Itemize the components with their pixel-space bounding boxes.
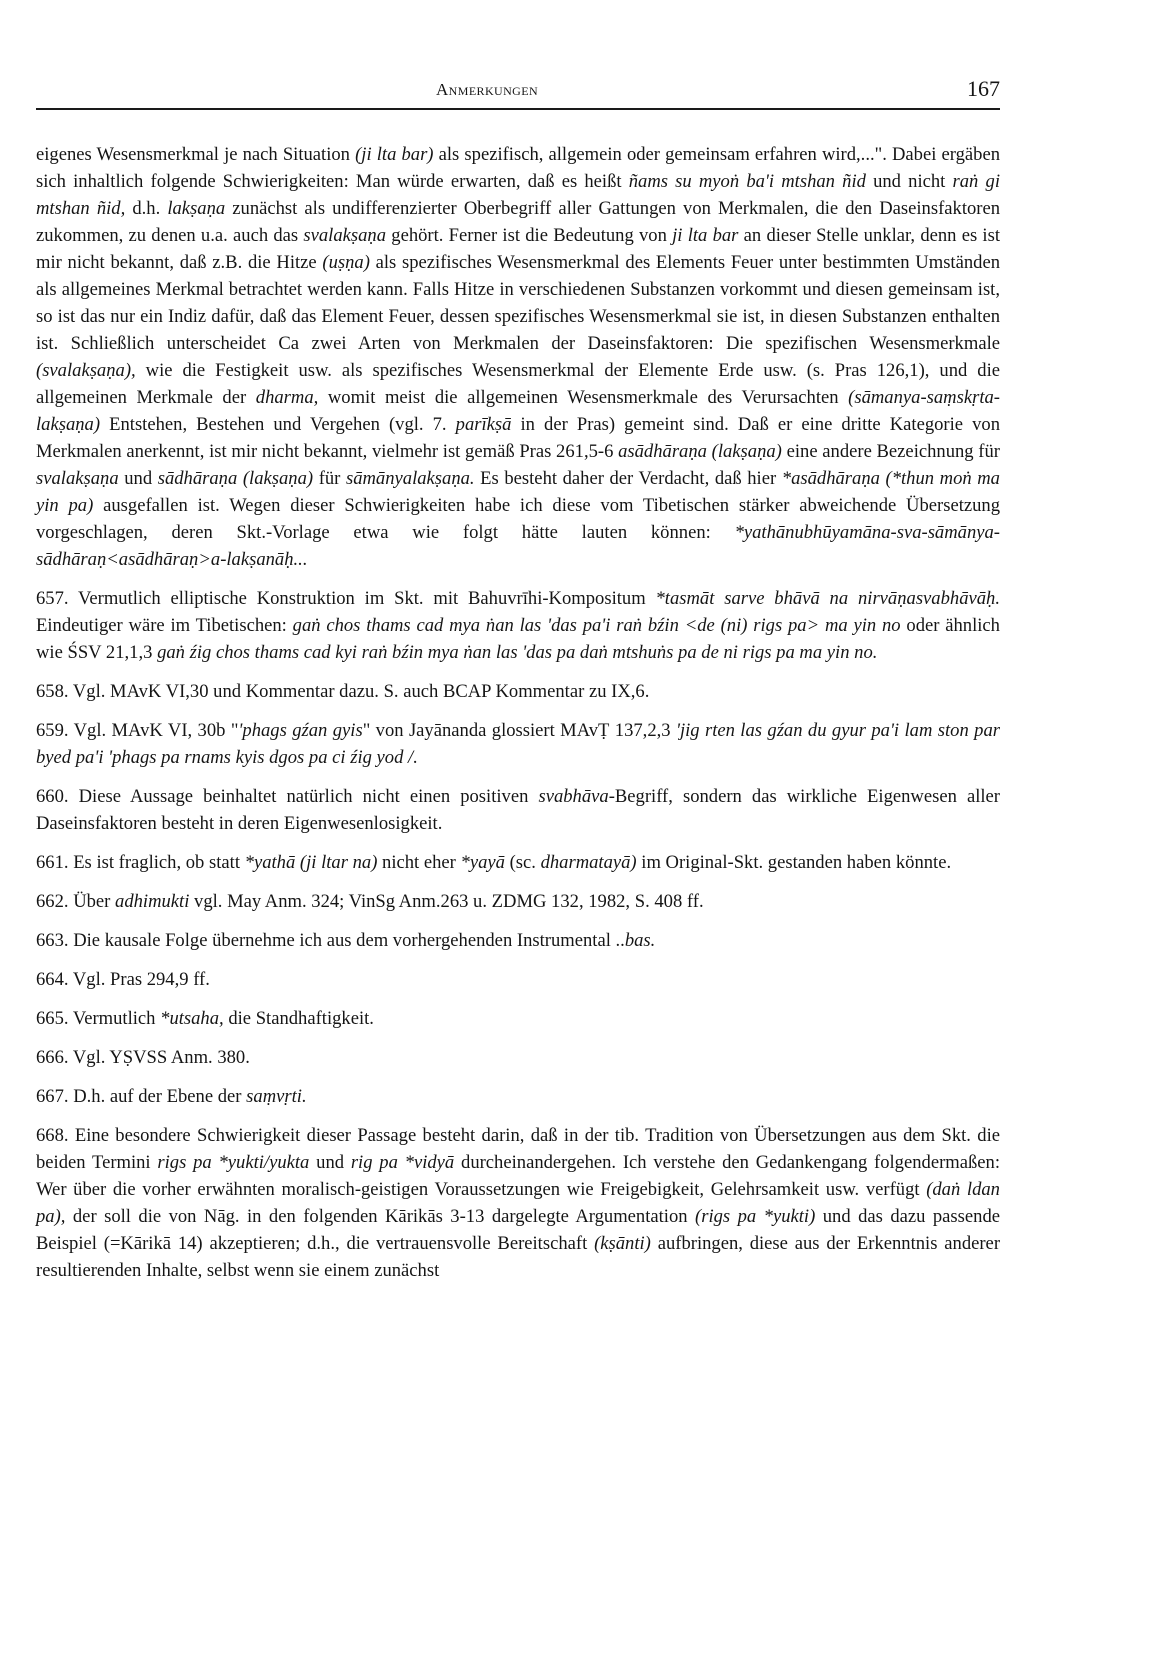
text-run: eine andere Bezeichnung für [781, 441, 1000, 462]
italic-term: (ji lta bar) [355, 144, 434, 165]
footnote-667 [36, 1083, 1000, 1110]
footnote-number: 657. [36, 588, 69, 609]
text-run: Vermutlich elliptische Konstruktion im Skt. mit Bahuvrīhi-Kompositum [68, 588, 656, 609]
text-run: im Original-Skt. gestanden haben könnte. [636, 852, 952, 873]
italic-term: (uṣṇa) [322, 252, 370, 273]
text-run: " von Jayānanda glossiert MAvṬ 137,2,3 [362, 720, 676, 741]
italic-term: 'phags gźan gyis [238, 720, 363, 741]
text-run: zunächst als undifferenzierter Oberbegriff aller Gattungen von Merkmalen, die den Daseinsfaktoren zukommen, zu denen u.a. auch das [36, 198, 1001, 246]
italic-term: parīkṣā [455, 414, 512, 435]
italic-term: (kṣānti) [594, 1233, 651, 1254]
italic-term: rigs pa *yukti/yukta [157, 1152, 310, 1173]
footnote-660 [36, 783, 1000, 837]
text-run: Die kausale Folge übernehme ich aus dem vorhergehenden Instrumental .. [68, 930, 625, 951]
footnote-number: 666. [36, 1047, 69, 1068]
footnote-658 [36, 678, 1000, 705]
text-run: Vgl. YṢVSS Anm. 380. [68, 1047, 250, 1068]
italic-term: sādhāraṇa (lakṣaṇa) [157, 468, 314, 489]
footnote-659 [36, 717, 1000, 771]
italic-term: saṃvṛti. [246, 1086, 307, 1107]
text-run: vgl. May Anm. 324; VinSg Anm.263 u. ZDMG 132, 1982, S. 408 ff. [189, 891, 704, 912]
italic-term: (daṅ ldan pa), [36, 1179, 1000, 1227]
continued-paragraph [36, 141, 1000, 573]
footnote-666 [36, 1044, 1000, 1071]
text-run: oder ähnlich wie ŚSV 21,1,3 [36, 615, 1000, 663]
footnote-662 [36, 888, 1000, 915]
text-run: an dieser Stelle unklar, denn es ist mir nicht bekannt, daß z.B. die Hitze [36, 225, 1001, 273]
italic-term: gaṅ chos thams cad mya ṅan las 'das pa'i raṅ bźin <de (ni) rigs pa> ma yin no [292, 615, 901, 636]
italic-term: ñams su myoṅ ba'i mtshan ñid [628, 171, 866, 192]
italic-term: lakṣaṇa [167, 198, 226, 219]
footnote-number: 665. [36, 1008, 69, 1029]
footnote-number: 659. [36, 720, 69, 741]
text-run: durcheinandergehen. Ich verstehe den Gedankengang folgendermaßen: Wer über die vorher erwähnten moralisch-geistigen Voraussetzungen wie Freigebigkeit, Gelehrsamkeit usw. verfügt [36, 1152, 1000, 1200]
page-body [36, 141, 1000, 1284]
text-run: (sc. [504, 852, 541, 873]
footnote-number: 667. [36, 1086, 69, 1107]
text-run: wie die Festigkeit usw. als spezifisches Wesensmerkmal der Elemente Erde usw. (s. Pras 126,1), und die allgemeinen Merkmale der [36, 360, 1000, 408]
italic-term: adhimukti [115, 891, 190, 912]
italic-term: dharma, [255, 387, 319, 408]
text-run: womit meist die allgemeinen Wesensmerkmale des Verursachten [318, 387, 849, 408]
italic-term: gaṅ źig chos thams cad kyi raṅ bźin mya ṅan las 'das pa daṅ mtshuṅs pa de ni rigs pa ma yin no. [157, 642, 878, 663]
footnote-663 [36, 927, 1000, 954]
footnote-number: 660. [36, 786, 69, 807]
text-run: und [118, 468, 158, 489]
text-run: Vgl. MAvK VI, 30b " [68, 720, 239, 741]
footnote-number: 658. [36, 681, 69, 702]
text-run: und das dazu passende Beispiel (=Kārikā 14) akzeptieren; d.h., die vertrauensvolle Bereitschaft [36, 1206, 1000, 1254]
text-run: als spezifisch, allgemein oder gemeinsam erfahren wird,...". Dabei ergäben sich inhaltlich folgende Schwierigkeiten: Man würde erwarten, daß es heißt [36, 144, 1000, 192]
header-title: Anmerkungen [436, 80, 539, 99]
italic-term: *utsaha, [160, 1008, 224, 1029]
text-run: ausgefallen ist. Wegen dieser Schwierigkeiten habe ich diese vom Tibetischen stärker abweichende Übersetzung vorgeschlagen, deren Skt.-Vorlage etwa wie folgt hätte lauten können: [36, 495, 1001, 543]
italic-term: svabhāva [538, 786, 609, 807]
text-run: -Begriff, sondern das wirkliche Eigenwesen aller Daseinsfaktoren besteht in deren Eigenwesenlosigkeit. [36, 786, 1000, 834]
text-run: der soll die von Nāg. in den folgenden Kārikās 3-13 dargelegte Argumentation [65, 1206, 696, 1227]
italic-term: *yayā [460, 852, 505, 873]
text-run: als spezifisches Wesensmerkmal des Elements Feuer unter bestimmten Umständen als allgemeines Merkmal betrachtet werden kann. Falls Hitze in verschiedenen Substanzen vorkommt und diesen gemeinsam ist, so ist das nur ein Indiz dafür, daß das Element Feuer, dessen spezifisches Wesensmerkmal sie ist, in diesen Substanzen enthalten ist. Schließlich unterscheidet Ca zwei Arten von Merkmalen der Daseinsfaktoren: Die spezifischen Wesensmerkmale [36, 252, 1000, 354]
italic-term: (svalakṣaṇa), [36, 360, 136, 381]
text-run: Entstehen, Bestehen und Vergehen (vgl. 7. [100, 414, 456, 435]
italic-term: 'jig rten las gźan du gyur pa'i lam ston par byed pa'i 'phags pa rnams kyis dgos pa ci źig yod /. [36, 720, 1000, 768]
footnote-number: 663. [36, 930, 69, 951]
italic-term: svalakṣaṇa [36, 468, 119, 489]
italic-term: dharmatayā) [540, 852, 637, 873]
page-number: 167 [967, 76, 1000, 101]
text-run: Vermutlich [68, 1008, 161, 1029]
text-run: Vgl. MAvK VI,30 und Kommentar dazu. S. auch BCAP Kommentar zu IX,6. [68, 681, 650, 702]
running-header [36, 72, 1000, 110]
text-run: Vgl. Pras 294,9 ff. [68, 969, 210, 990]
footnote-664 [36, 966, 1000, 993]
text-run: und nicht [865, 171, 953, 192]
italic-term: (sāmanya-saṃskṛta-lakṣaṇa) [36, 387, 1000, 435]
footnote-657 [36, 585, 1000, 666]
text-run: Es ist fraglich, ob statt [68, 852, 245, 873]
italic-term: *yathā (ji ltar na) [244, 852, 378, 873]
italic-term: *tasmāt sarve bhāvā na nirvāṇasvabhāvāḥ. [655, 588, 1000, 609]
footnote-number: 661. [36, 852, 69, 873]
italic-term: svalakṣaṇa [303, 225, 387, 246]
italic-term: bas. [624, 930, 656, 951]
text-run: in der Pras) gemeint sind. Daß er eine dritte Kategorie von Merkmalen anerkennt, ist mir nicht bekannt, vielmehr ist gemäß Pras 261,5-6 [36, 414, 1001, 462]
text-run: die Standhaftigkeit. [223, 1008, 374, 1029]
text-run: d.h. [125, 198, 168, 219]
italic-term: asādhāraṇa (lakṣaṇa) [618, 441, 782, 462]
italic-term: sāmānyalakṣaṇa. [345, 468, 475, 489]
text-run: D.h. auf der Ebene der [68, 1086, 247, 1107]
text-run: Es besteht daher der Verdacht, daß hier [474, 468, 782, 489]
text-run: nicht eher [377, 852, 461, 873]
footnote-661 [36, 849, 1000, 876]
italic-term: *asādhāraṇa (*thun moṅ ma yin pa) [36, 468, 1000, 516]
text-run: für [313, 468, 346, 489]
text-run: aufbringen, diese aus der Erkenntnis anderer resultierenden Inhalte, selbst wenn sie einem zunächst [36, 1233, 1001, 1281]
footnote-number: 664. [36, 969, 69, 990]
text-run: eigenes Wesensmerkmal je nach Situation [36, 144, 356, 165]
italic-term: ji lta bar [672, 225, 739, 246]
notes-list [36, 585, 1000, 1284]
italic-term: (rigs pa *yukti) [695, 1206, 816, 1227]
footnote-number: 668. [36, 1125, 69, 1146]
text-run: Eindeutiger wäre im Tibetischen: [36, 615, 293, 636]
footnote-665 [36, 1005, 1000, 1032]
text-run: Über [68, 891, 116, 912]
text-run: und [309, 1152, 351, 1173]
text-run: gehört. Ferner ist die Bedeutung von [386, 225, 673, 246]
text-run: Eine besondere Schwierigkeit dieser Passage besteht darin, daß in der tib. Tradition von Übersetzungen aus dem Skt. die beiden Termini [36, 1125, 1000, 1173]
italic-term: raṅ gi mtshan ñid, [36, 171, 1000, 219]
footnote-number: 662. [36, 891, 69, 912]
italic-term: *yathānubhūyamāna-sva-sāmānya-sādhāraṇ<asādhāraṇ>a-lakṣanāḥ... [36, 522, 1000, 570]
italic-term: rig pa *vidyā [350, 1152, 455, 1173]
footnote-668 [36, 1122, 1000, 1284]
text-run: Diese Aussage beinhaltet natürlich nicht einen positiven [68, 786, 539, 807]
